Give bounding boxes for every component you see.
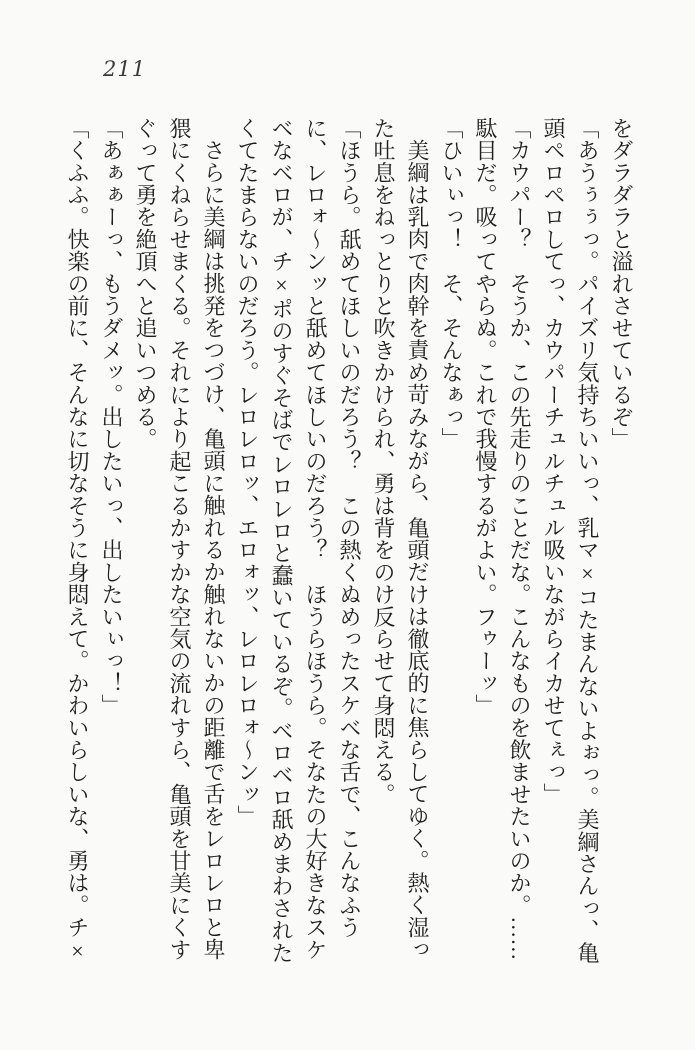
- paragraph: 「あぁぁーっ、もうダメッ。出したいっ、出したいぃっ！」: [99, 117, 124, 717]
- paragraph: をダラダラと溢れさせているぞ」: [609, 117, 634, 450]
- paragraph: 「ひいぃっ！ そ、そんなぁっ」: [439, 117, 464, 450]
- paragraph: 「くふふ。快楽の前に、そんなに切なそうに身悶えて。かわいらしいな、勇は。チ×: [65, 117, 90, 964]
- paragraph: 「カウパー？ そうか、この先走りのことだな。こんなものを飲ませたいのか。……駄目だ。吸ってやらぬ。これで我慢するがよい。フゥーッ」: [473, 117, 532, 961]
- paragraph: 美綱は乳肉で肉幹を責め苛みながら、亀頭だけは徹底的に焦らしてゆく。熱く湿った吐息をねっとりと吹きかけられ、勇は背をのけ反らせて身悶える。: [371, 117, 430, 961]
- novel-text-block: [60, 117, 638, 965]
- paragraph: 「あうぅぅっ。パイズリ気持ちいいっ、乳マ×コたまんないよぉっ。美綱さんっ、亀頭ペロペロしてっ、カウパーチュルチュル吸いながらイカせてぇっ」: [541, 117, 600, 964]
- paragraph: 「ほうら。舐めてほしいのだろう？ この熱くぬめったスケベな舌で、こんなふうに、レロォ～ンッと舐めてほしいのだろう？ ほうらほうら。そなたの大好きなスケベなベロが、チ×ポのすぐそばでレロレロと蠢いているぞ。ベロベロ舐めまわされたくてたまらないのだろう。レロレロッ、エロォッ、レロレロォ～ンッ」: [235, 117, 362, 964]
- paragraph: さらに美綱は挑発をつづけ、亀頭に触れるか触れないかの距離で舌をレロレロと卑猥にくねらせまくる。それにより起こるかすかな空気の流れすら、亀頭を甘美にくすぐって勇を絶頂へと追いつめる。: [133, 117, 226, 961]
- page-number: 211: [103, 57, 147, 81]
